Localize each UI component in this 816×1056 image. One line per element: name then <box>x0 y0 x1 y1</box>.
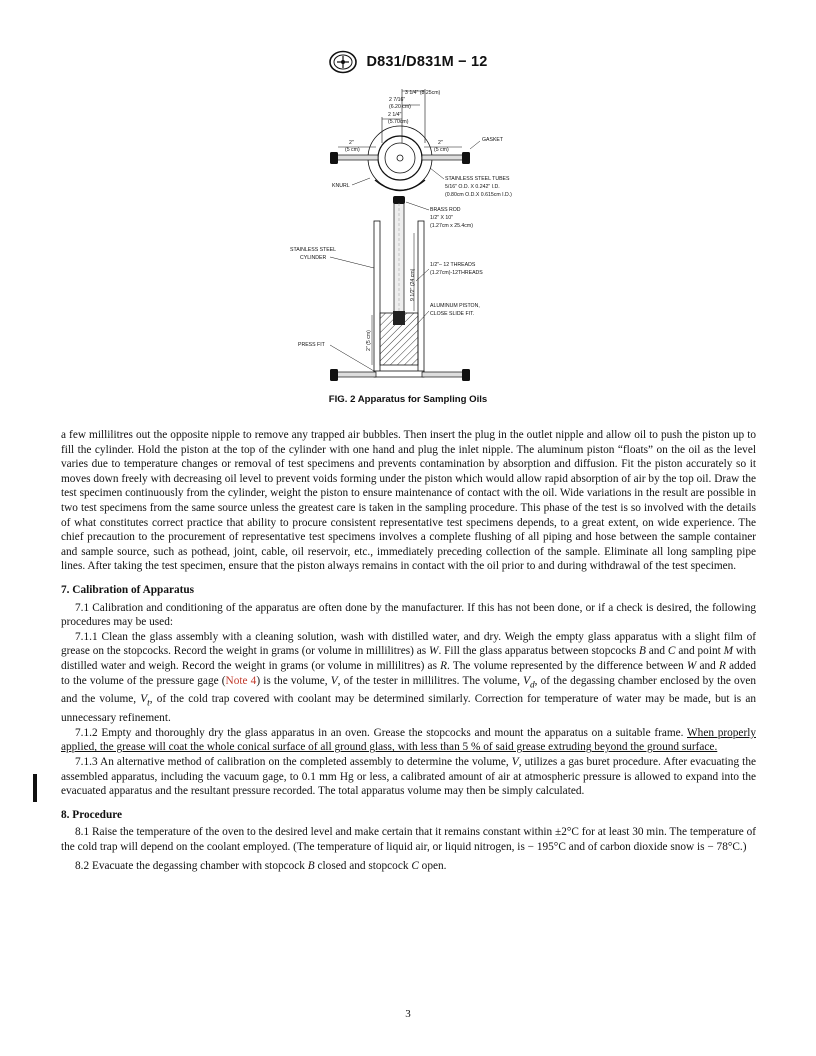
apparatus-drawing <box>290 83 540 395</box>
tubes-label: STAINLESS STEEL TUBES <box>445 176 510 182</box>
page-header <box>0 50 816 79</box>
page-number: 3 <box>405 1008 411 1020</box>
dim-label: 2 7/16" <box>389 97 406 103</box>
continuation-paragraph: a few millilitres out the opposite nipple to remove any trapped air bubbles. Then insert the plug in the outlet nipple and allow oil to push the piston up to fill the cylinder. Hold the piston at the top of the cylinder with one hand and plug the inlet nipple. The aluminum piston “floats” on the oil as the level varies due to temperature changes or removal of test specimens and prevents contamination by absorption and diffusion. Fit the piston accurately so it moves down freely with decreasing oil level to prevent voids forming under the piston which would allow rapid absorption of air by the top oil. Draw the test specimen continuously from the cylinder, weight the piston to ensure maintenance of contact with the oil. Wide variations in the result are possible in two test specimens from the same source unless the greatest care is taken in the sampling procedure. This phase of the test is so involved with the details of what constitutes correct practice that ability to procure consistent representative test specimens depends, to a great extent, on wide experience. The chief precaution to the procurement of representative test specimens involves a complete flushing of all piping and hose between the sample container and sample source, such as pothead, joint, cable, oil reservoir, etc., immediately preceding collection of the sample. Eliminate all long sampling pipe lines. After taking the test specimen, ensure that the piston always remains in contact with the oil prior to and during withdrawal of the test specimen. <box>61 429 756 573</box>
section-heading: 8. Procedure <box>61 808 123 821</box>
threads-label: (1.27cm)-12THREADS <box>430 270 483 276</box>
paragraph-8-2: 8.2 Evacuate the degassing chamber with stopcock B closed and stopcock C open. <box>75 859 447 872</box>
paragraph-8-1: 8.1 Raise the temperature of the oven to the desired level and make certain that it remains constant within ±2°C for at least 30 min. The temperature of the cold trap will depend on the coolant employed. (The temperature of liquid air, or liquid nitrogen, is − 195°C and of carbon dioxide snow is − 78°C.) <box>61 826 756 853</box>
note-4-link[interactable]: Note 4 <box>225 674 257 687</box>
apparatus-figure <box>290 83 540 395</box>
revision-bar <box>33 774 37 802</box>
body-text <box>61 428 756 873</box>
dim-label: 2" <box>349 140 354 146</box>
dim-label: (5.70cm) <box>388 119 409 125</box>
paragraph-7-1-3: 7.1.3 An alternative method of calibration on the completed assembly to determine the volume, V, utilizes a gas buret procedure. After evacuating the assembled apparatus, including the vacuum gage, to 0.1 mm Hg or less, a calibrated amount of air at atmospheric pressure is allowed to expand into the evacuated apparatus and the resultant pressure recorded. The total apparatus volume may then be simply calculated. <box>61 755 756 798</box>
press-fit-label: PRESS FIT <box>298 342 325 348</box>
gasket-label: GASKET <box>482 137 504 143</box>
paragraph-7-1-2: 7.1.2 Empty and thoroughly dry the glass apparatus in an oven. Grease the stopcocks and mount the apparatus on a suitable frame. When properly applied, the grease will coat the whole conical surface of all ground glass, with less than 5 % of said grease extruding beyond the ground surface. <box>61 726 756 754</box>
cylinder-wall <box>418 221 424 373</box>
cylinder-base <box>374 371 424 377</box>
rod-label: 1/2" X 10" <box>430 215 454 221</box>
tubes-label: 5/16" O.D. X 0.242" I.D. <box>445 184 500 190</box>
gasket <box>462 152 470 164</box>
dim-label: 2 1/4" <box>388 112 402 118</box>
dim-label: (5 cm) <box>345 147 360 153</box>
dim-label: 2" <box>438 140 443 146</box>
steel-tube <box>422 155 464 160</box>
standard-designation: D831/D831M − 12 <box>366 54 488 70</box>
piston-label: ALUMINUM PISTON, <box>430 303 480 309</box>
knurl-label: KNURL <box>332 183 350 189</box>
revision-text: When properly applied, the grease will coat the whole conical surface of all ground glass, with less than 5 % of said grease extruding beyond the ground surface. <box>61 726 756 754</box>
steel-tube <box>336 155 378 160</box>
nipple <box>330 369 338 381</box>
dim-label: 3 1/4" (8.25cm) <box>405 90 441 96</box>
rod-label: (1.27cm x 25.4cm) <box>430 223 473 229</box>
astm-logo <box>328 50 358 74</box>
paragraph-7-1-1: 7.1.1 Clean the glass assembly with a cleaning solution, wash with distilled water, and dry. Weigh the empty glass apparatus with a slight film of grease on the stopcocks. Record the weight in grams (or volume in millilitres) as W. Fill the glass apparatus between stopcocks B and C and point M with distilled water and weigh. Record the weight in grams (or volume in millilitres) as R. The volume represented by the difference between W and R added to the volume of the pressure gage (Note 4) is the volume, V, of the tester in millilitres. The volume, $V_d$, of the degassing chamber enclosed by the oven and the volume, $V_t$, of the cold trap covered with coolant may be determined similarly. Correction for temperature of water may be made, but is an unnecessary refinement. <box>61 630 757 725</box>
nipple <box>462 369 470 381</box>
piston-label: CLOSE SLIDE FIT. <box>430 311 475 317</box>
piston-height-label: 2" (5 cm) <box>366 330 372 351</box>
cylinder-label: CYLINDER <box>300 255 327 261</box>
rod-label: BRASS ROD <box>430 207 461 213</box>
gasket <box>330 152 338 164</box>
dim-label: (5 cm) <box>434 147 449 153</box>
threads-label: 1/2"– 12 THREADS <box>430 262 476 268</box>
height-label: 9 1/2" (24 cm) <box>410 268 416 301</box>
paragraph-7-1: 7.1 Calibration and conditioning of the apparatus are often done by the manufacturer. If this has not been done, or if a check is desired, the following procedures may be used: <box>61 601 756 629</box>
tubes-label: (0.80cm O.D.X 0.615cm I.D.) <box>445 192 512 198</box>
section-heading: 7. Calibration of Apparatus <box>61 583 195 596</box>
dim-label: (6.20 cm) <box>389 104 411 110</box>
figure-caption: FIG. 2 Apparatus for Sampling Oils <box>328 394 488 405</box>
cylinder-label: STAINLESS STEEL <box>290 247 337 253</box>
cylinder-wall <box>374 221 380 373</box>
